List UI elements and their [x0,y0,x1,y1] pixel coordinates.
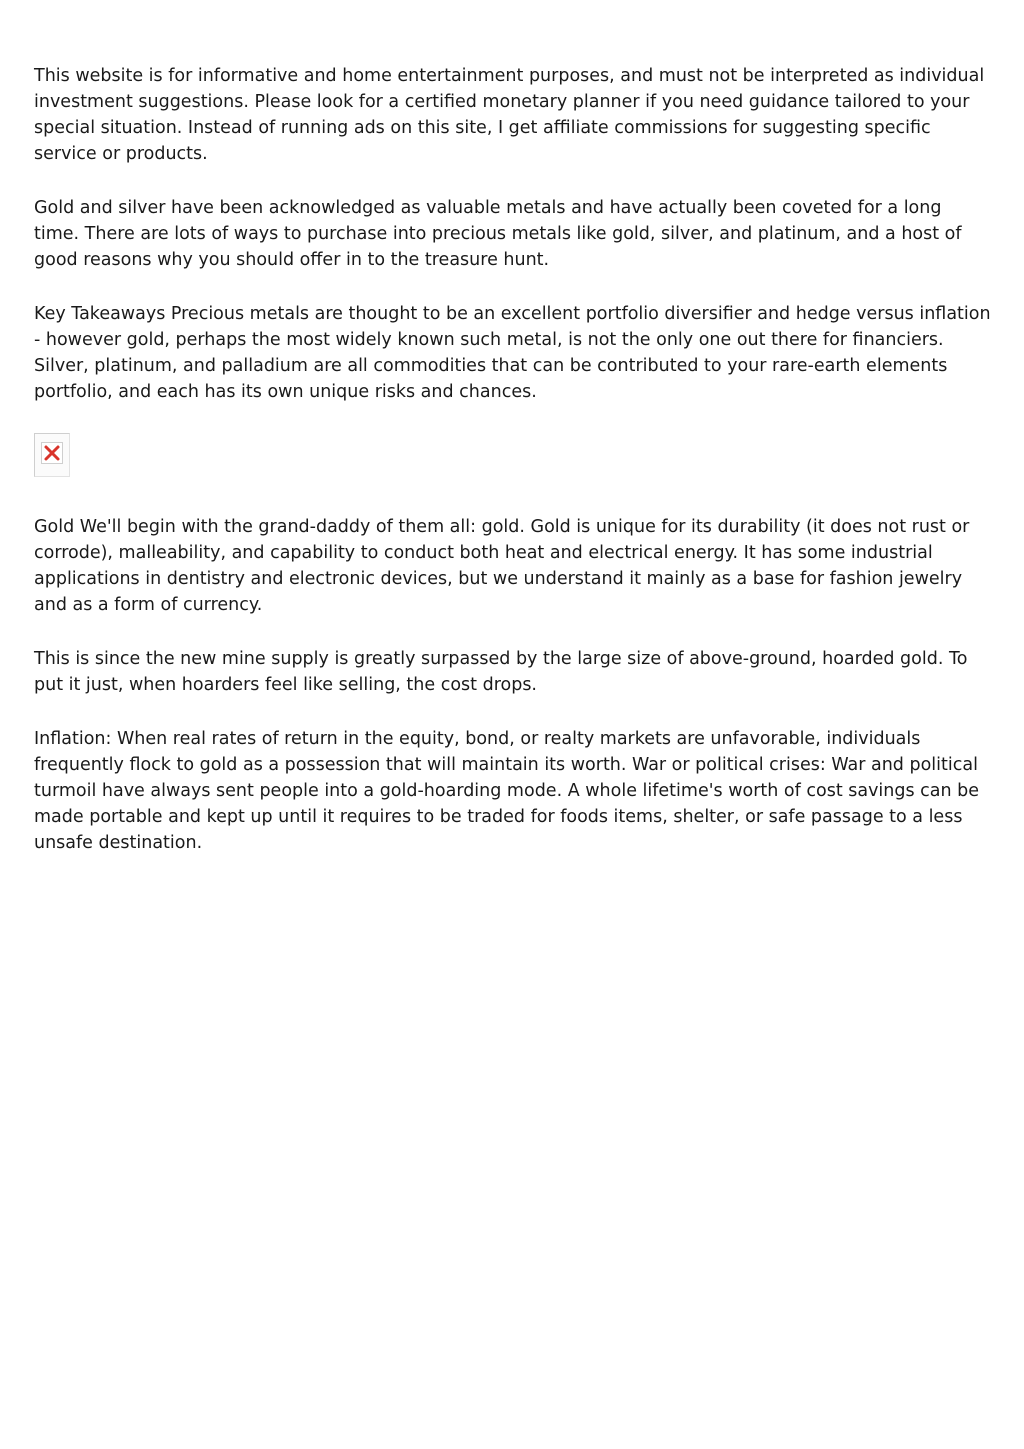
paragraph-intro: Gold and silver have been acknowledged as valuable metals and have actually been coveted for a long time. There are lots of ways to purchase into precious metals like gold, silver, and platinum, and a host of good reasons why you should offer in to the treasure hunt. [34,198,962,270]
paragraph-mine-supply: This is since the new mine supply is greatly surpassed by the large size of above-ground, hoarded gold. To put it just, when hoarders feel like selling, the cost drops. [34,649,968,695]
paragraph-inflation: Inflation: When real rates of return in the equity, bond, or realty markets are unfavorable, individuals frequently flock to gold as a possession that will maintain its worth. War or political crises: War and political turmoil have always sent people into a gold-hoarding mode. A whole lifetime's worth of cost savings can be made portable and kept up until it requires to be traded for foods items, shelter, or safe passage to a less unsafe destination. [34,729,980,853]
paragraph-gold: Gold We'll begin with the grand-daddy of them all: gold. Gold is unique for its durability (it does not rust or corrode), malleability, and capability to conduct both heat and electrical energy. It has some industrial applications in dentistry and electronic devices, but we understand it mainly as a base for fashion jewelry and as a form of currency. [34,517,970,615]
broken-image-frame [41,442,63,464]
paragraph-disclaimer: This website is for informative and home entertainment purposes, and must not be interpreted as individual investment suggestions. Please look for a certified monetary planner if you need guidance tailored to your special situation. Instead of running ads on this site, I get affiliate commissions for suggesting specific service or products. [34,66,985,164]
article-body [34,63,992,884]
paragraph-key-takeaways: Key Takeaways Precious metals are thought to be an excellent portfolio diversifier and hedge versus inflation - however gold, perhaps the most widely known such metal, is not the only one out there for financiers. Silver, platinum, and palladium are all commodities that can be contributed to your rare-earth elements portfolio, and each has its own unique risks and chances. [34,304,991,402]
broken-image-icon [34,433,70,477]
close-x-icon [42,443,62,463]
